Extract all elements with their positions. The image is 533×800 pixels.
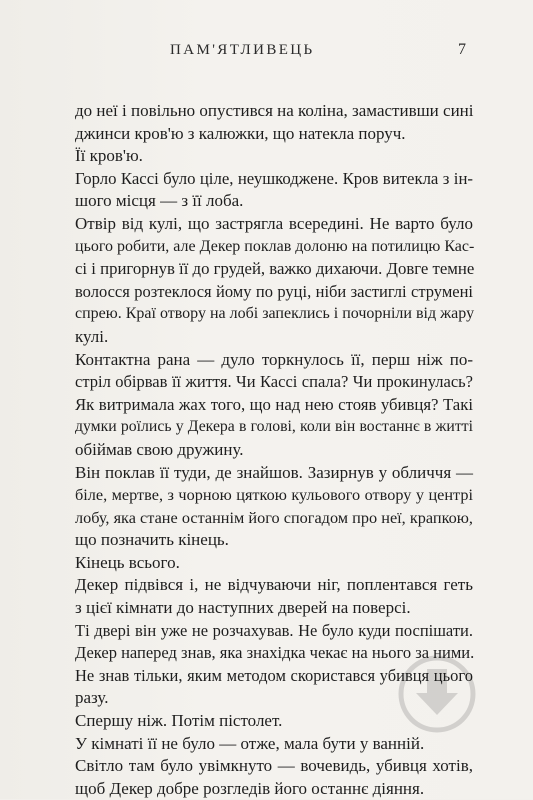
paragraph (75, 100, 473, 145)
paragraph (75, 349, 473, 462)
text-line: Він поклав її туди, де знайшов. Зазирнув у обличчя — (75, 462, 473, 482)
text-line: Як витримала жах того, що над нею стояв убивця? Такі (75, 394, 473, 414)
page-number: 7 (458, 41, 466, 58)
text-line: Ті двері він уже не розчахував. Не було куди поспішати. (75, 620, 473, 640)
page-header (0, 42, 533, 64)
paragraph (75, 168, 473, 213)
text-line: кулі. (75, 326, 109, 346)
paragraph (75, 213, 473, 349)
text-line: джинси кров'ю з калюжки, що натекла поруч. (75, 123, 406, 143)
text-line: з цієї кімнати до наступних дверей на поверсі. (75, 598, 411, 618)
text-line: думки роїлись у Декера в голові, коли він востаннє в житті (75, 418, 473, 436)
text-line: волосся розтеклося йому по руці, ніби застиглі струмені (75, 281, 473, 301)
text-line: Контактна рана — дуло торкнулось її, перш ніж по- (75, 349, 473, 369)
text-line: разу. (75, 688, 109, 708)
paragraph (75, 733, 473, 756)
text-line: Не знав тільки, яким методом скористався убивця цього (75, 665, 473, 685)
paragraph (75, 145, 473, 168)
text-line: Її кров'ю. (75, 146, 143, 166)
text-line: стріл обірвав її життя. Чи Кассі спала? Чи прокинулась? (75, 372, 473, 392)
text-line: Світло там було увімкнуто — вочевидь, убивця хотів, (75, 756, 473, 776)
text-line: У кімнаті її не було — отже, мала бути у ванній. (75, 733, 425, 753)
text-line: Отвір від кулі, що застрягла всередині. Не варто було (75, 213, 473, 233)
text-line: Горло Кассі було ціле, неушкоджене. Кров витекла з ін- (75, 168, 473, 188)
text-line: Кінець всього. (75, 552, 180, 572)
download-arrow-icon (398, 655, 476, 733)
text-line: Спершу ніж. Потім пістолет. (75, 711, 283, 731)
text-line: лобу, яка стане останнім його спогадом про неї, крапкою, (75, 508, 473, 527)
text-line: до неї і повільно опустився на коліна, замастивши сині (75, 101, 474, 120)
text-line: біле, мертве, з чорною цяткою кульового отвору у центрі (75, 486, 473, 505)
text-line: шого місця — з її лоба. (75, 191, 244, 211)
text-line: щоб Декер добре розгледів його останнє діяння. (75, 778, 425, 798)
text-line: що позначить кінець. (75, 530, 229, 550)
text-line: Декер підвівся і, не відчуваючи ніг, поплентався геть (75, 575, 473, 595)
text-line: спрею. Краї отвору на лобі запеклись і почорніли від жару (75, 305, 475, 323)
paragraph (75, 755, 473, 800)
text-line: сі і пригорнув її до грудей, важко дихаючи. Довге темне (75, 259, 475, 279)
running-title: ПАМ'ЯТЛИВЕЦЬ (170, 42, 315, 58)
text-line: цього робити, але Декер поклав долоню на потилицю Кас- (75, 237, 475, 255)
text-line: Декер наперед знав, яка знахідка чекає на нього за ними. (75, 643, 475, 663)
paragraph (75, 462, 473, 552)
text-line: обіймав свою дружину. (75, 439, 244, 459)
paragraph (75, 552, 473, 575)
paragraph (75, 574, 473, 619)
